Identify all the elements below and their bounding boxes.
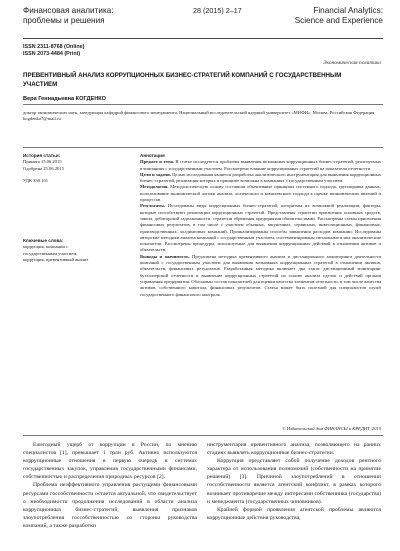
abstract-goals <box>140 172 381 185</box>
journal-title-en <box>295 6 383 26</box>
abstract-conclusions-text: Предложена методика превентивного анализа и дистанционного мониторинга деятельности компаний с государственным участием для выявления возможных коррупционных стратегий в отношении активов, обязательств, финансовых результатов. Разработанная методика включает два этапа: дистанционный мониторинг бухгалтерской отчетности и выявление коррупционных стратегий на основе анализа сделок и действий органов управления предприятия. Обоснован состав показателей для оценки качества элементов отчетности, в том числе качества активов, собственного капитала, финансовых результатов. Статья может быть полезной для специалистов служб государственного финансового контроля. <box>140 253 381 297</box>
approved-date: Одобрена 25.06.2015 <box>23 165 64 171</box>
abstract-subject <box>140 159 381 172</box>
author-affiliation <box>23 110 378 123</box>
issn-print: ISSN 2073-4484 (Print) <box>23 51 81 57</box>
received-date: Принята 15.06.2015 <box>23 159 62 165</box>
body-column-left <box>23 441 197 530</box>
affiliation-divider-bottom <box>23 147 383 148</box>
article-title: ПРЕВЕНТИВНЫЙ АНАЛИЗ КОРРУПЦИОННЫХ БИЗНЕС-СТРАТЕГИЙ КОМПАНИЙ С ГОСУДАРСТВЕННЫМ УЧАСТИЕМ <box>23 72 342 88</box>
article-author: Вера Геннадьевна КОГДЕНКО <box>23 96 106 102</box>
abstract-results-text: Исследованы виды коррупционных бизнес-стратегий; алгоритмы их возможной реализации, факторы, которые способствуют реализации коррупционных стратегий. Представлены стратегии присвоения основных средств, завоза, дебиторской задолженности, стратегии обремения предприятия обязательствами. Рассмотрены схемы присвоения финансовых результатов, в том числе с участием обычных, закупочных, сервисных, инвестиционных, финансовых, производственных, холдинговых компаний. Проанализированы способы завышения расходов компании. Исследованы авторские методики анализа компаний с государственным участием, систематизированы сигнальные в них аналитические показатели. Рассмотрены процедуры, используемые для выявления коррупционных действий в отношении активов и обязательств. <box>140 203 381 253</box>
issn-block <box>23 44 84 58</box>
article-sidebar <box>23 153 95 263</box>
body-paragraph: Проблема неэффективного управления растущими финансовыми ресурсами госсобственности остается актуальной, что свидетельствует о необходимости продолжения исследований в области анализа коррупционных бизнес-стратегий, выявления признаков злоупотребления госсобственностью со стороны руководства компаний, а также разработки <box>23 482 197 529</box>
journal-header <box>23 6 383 38</box>
udk-code: УДК 330.101 <box>23 177 49 183</box>
keywords-block <box>23 238 95 263</box>
keywords-text: коррупция, компании с государственным участием, коррупция, превентивный анализ <box>23 244 89 263</box>
abstract-subject-label: Предмет и тема. <box>140 159 175 165</box>
affiliation-divider-top <box>23 104 383 105</box>
abstract-subject-text: В статье исследуются проблемы выявления возможных коррупционных бизнес-стратегий, реализуемых в компаниях с государственным участием. Рассмотрено влияние коррупционных стратегий на показатели отчетности. <box>140 159 381 171</box>
abstract-divider <box>23 435 383 436</box>
abstract-conclusions-label: Выводы и значимость. <box>140 253 190 259</box>
journal-title-ru <box>23 6 114 26</box>
issue-number: 28 (2015) 2–17 <box>193 6 242 15</box>
body-column-right <box>207 441 381 522</box>
body-paragraph: Коррупция представляет собой получение доходов рентного характера от использования полномочий (собственности на принятие решений) [3]. Причиной злоупотреблений в отношении госсобственности является агентский конфликт, в рамках которого возникает противоречие между интересами собственника (государства) и менеджмента (государственных чиновников). <box>207 458 381 505</box>
abstract-goals-text: Целью исследования является разработка аналитического инструментария для выявления коррупционных бизнес-стратегий, реализация которых в принципе возможна в компаниях с государственным участием. <box>140 171 381 184</box>
abstract-goals-label: Цели и задачи. <box>140 171 171 177</box>
journal-title-en-line2: Science and Experience <box>294 16 383 25</box>
abstract-method-label: Методология. <box>140 184 169 190</box>
abstract-heading: Аннотация <box>140 153 165 158</box>
journal-title-ru-line1: Финансовая аналитика: <box>23 6 114 15</box>
body-paragraph: Крайней формой проявления агентской проблемы являются коррупционные действия руководства, <box>207 506 381 521</box>
article-history-label: История статьи: <box>23 153 61 158</box>
author-email: kogdenko7@mail.ru <box>23 116 61 122</box>
issn-online: ISSN 2311-8768 (Online) <box>23 44 85 50</box>
body-paragraph: Ежегодный ущерб от коррупции в России, по мнению специалистов [1], превышает 1 трлн руб. Активно используются коррупционные отношения в первую очередь в системах государственных закупок, управления государственными финансами, собственностью и распределения природных ресурсов [2]. <box>23 442 197 481</box>
journal-title-en-line1: Financial Analytics: <box>313 6 383 15</box>
abstract <box>140 153 381 298</box>
section-tag: Экономическая политика <box>322 60 381 66</box>
abstract-conclusions <box>140 254 381 298</box>
abstract-method <box>140 184 381 203</box>
header-divider <box>23 38 383 39</box>
abstract-method-text: Методологическую основу составили объективные принципы системного подхода, группировка данных, использование экономической логики анализа, логического и комплексного подхода к оценке экономических явлений и процессов. <box>140 184 381 203</box>
abstract-results-label: Результаты. <box>140 203 166 209</box>
journal-title-ru-line2: проблемы и решения <box>23 16 105 25</box>
copyright-notice: © Издательский дом ФИНАНСЫ и КРЕДИТ, 2015 <box>282 426 381 431</box>
body-paragraph: инструментария превентивного анализа, позволяющего на ранних стадиях выявлять коррупционные бизнес-стратегии. <box>207 442 381 457</box>
affiliation-position: доктор экономических наук, заведующая кафедрой финансового менеджмента, Национальный исследовательский ядерный университет «МИФИ», Москва, Российская Федерация <box>23 110 375 115</box>
abstract-results <box>140 203 381 253</box>
keywords-label: Ключевые слова: <box>23 238 64 244</box>
